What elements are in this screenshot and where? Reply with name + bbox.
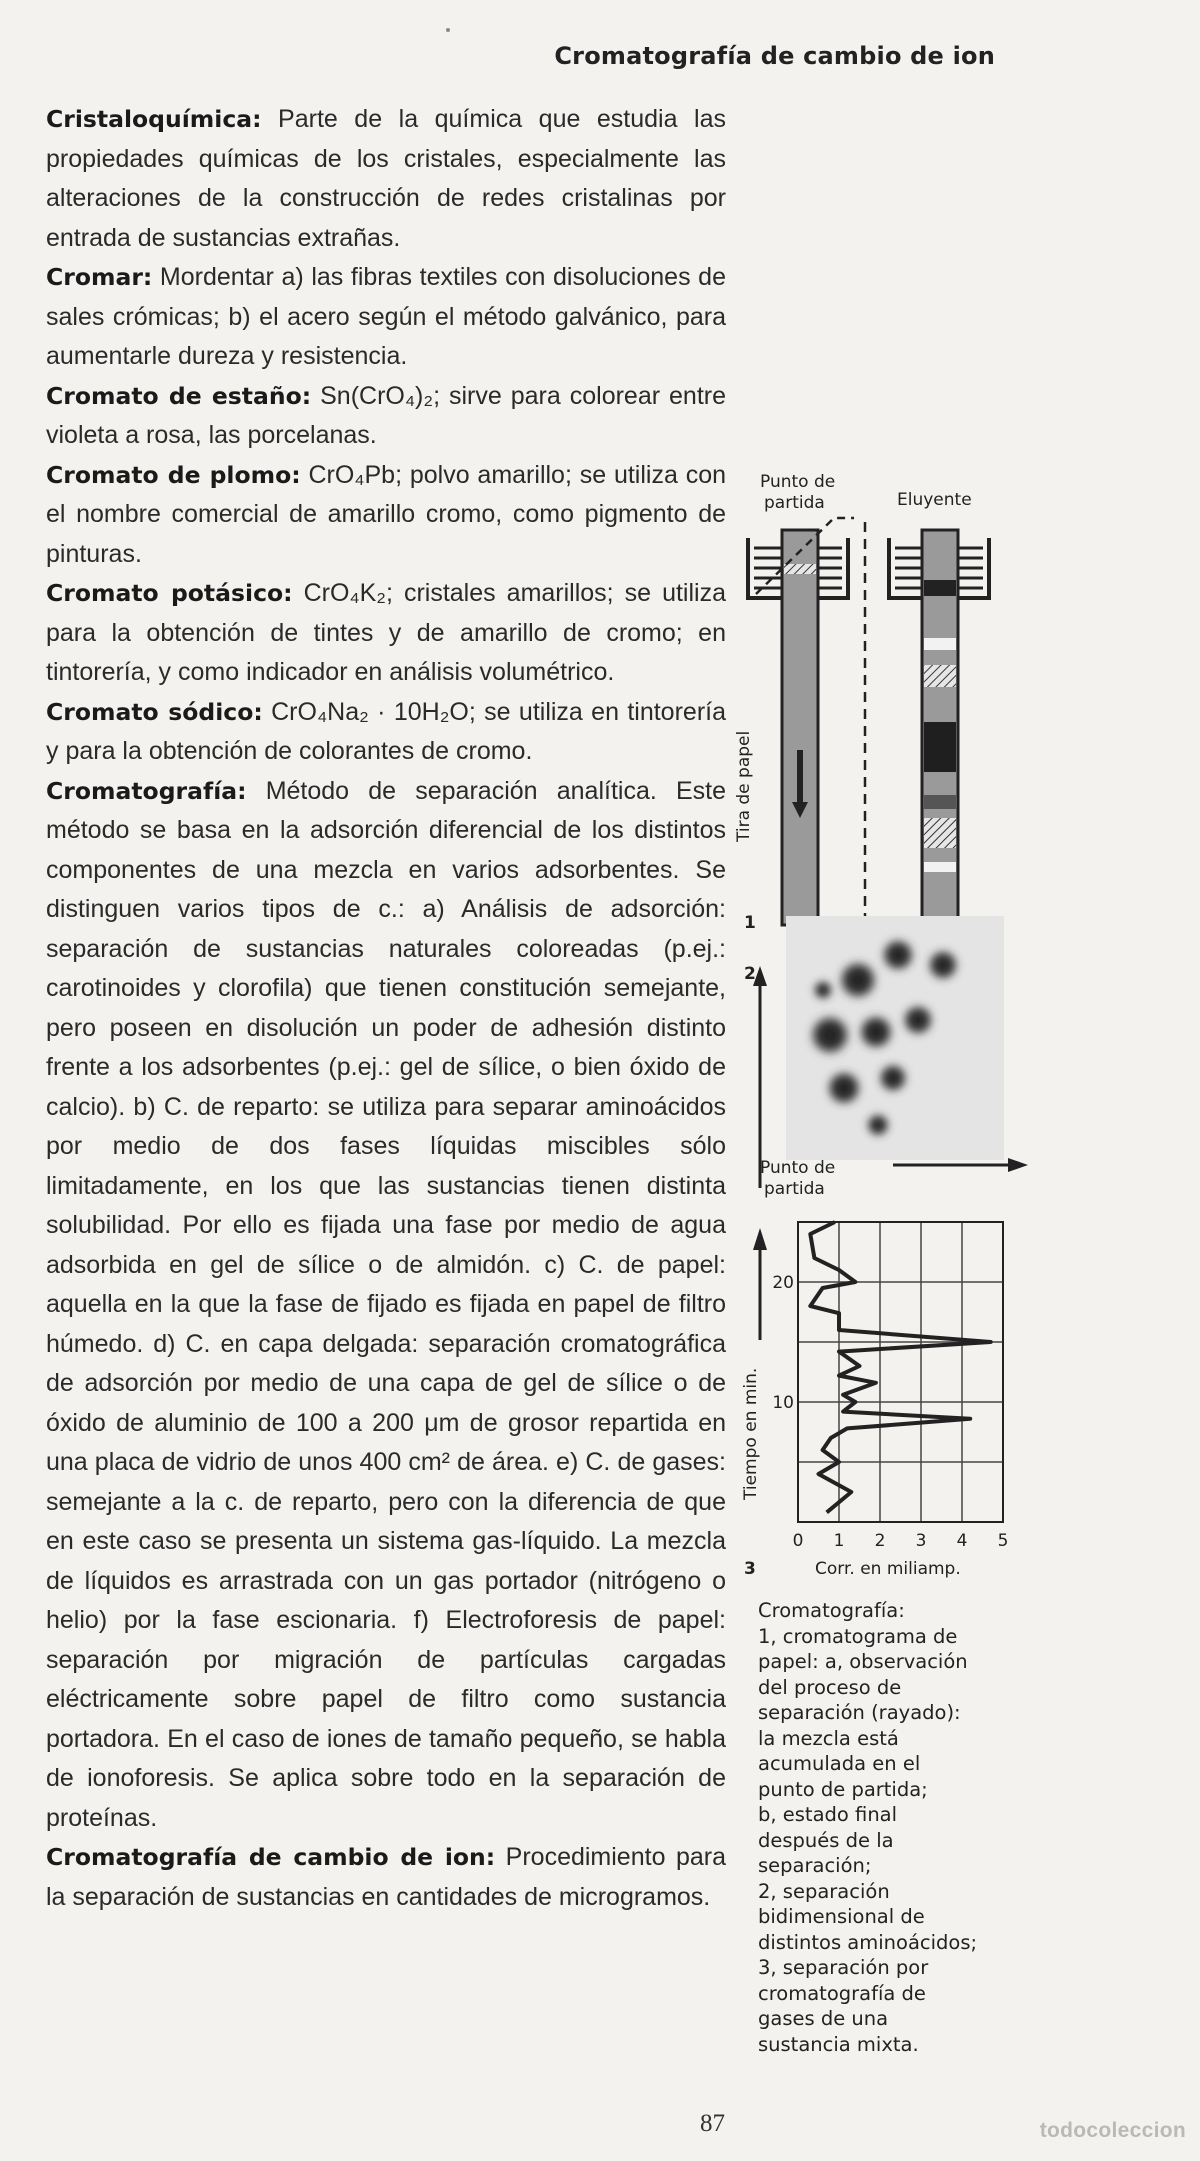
x-tick-label: 0: [792, 1531, 804, 1551]
dictionary-entry: [46, 772, 726, 1839]
entry-definition: Parte de la química que estudia las propiedades químicas de los cristales, especialmente las alteraciones de la construcción de redes cristalinas por entrada de sustancias extrañas.: [46, 105, 726, 252]
fig3-arrow-vertical: [753, 1228, 767, 1340]
watermark-text: todocoleccion: [1039, 2119, 1186, 2142]
caption-line: 2, separación: [758, 1879, 890, 1903]
dictionary-entry: [46, 693, 726, 772]
entry-definition: Método de separación analítica. Este método se basa en la adsorción diferencial de los distintos componentes de una mezcla en varios adsorbentes. Se distinguen varios tipos de c.: a) Análisis de adsorción: separación de sustancias naturales coloreadas (p.ej.: carotinoides y clorofila) que tienen constitución semejante, pero poseen en disolución un poder de adhesión distinto frente a los adsorbentes (p.ej.: gel de sílice, o bien óxido de calcio). b) C. de reparto: se utiliza para separar aminoácidos por medio de dos fases líquidas miscibles sólo limitadamente, en los que las sustancias tienen distinta solubilidad. Por ello es fijada una fase por medio de agua adsorbida en gel de sílice o de almidón. c) C. de papel: aquella en la que la fase de fijado es fijada en papel de filtro húmedo. d) C. en capa delgada: separación cromatográfica de adsorción por medio de una capa de gel de sílice o de óxido de aluminio de 100 a 200 μm de grosor repartida en una placa de vidrio de unos 400 cm² de área. e) C. de gases: semejante a la c. de reparto, pero con la diferencia de que en este caso se presenta un sistema gas-líquido. La mezcla de líquidos es arrastrada con un gas portador (nitrógeno o helio) por la fase escionaria. f) Electroforesis de papel: separación por migración de partículas cargadas eléctricamente sobre papel de filtro como sustancia portadora. En el caso de iones de tamaño pequeño, se habla de ionoforesis. Se aplica sobre todo en la separación de proteínas.: [46, 776, 726, 1832]
caption-line: cromatografía de: [758, 1981, 926, 2005]
fig1-start-label-line2: partida: [764, 493, 825, 513]
entry-term: Cromar:: [46, 263, 153, 291]
entry-term: Cromato de estaño:: [46, 381, 312, 410]
fig2-arrow-vertical: [753, 966, 767, 1188]
entry-definition: CrO₄Pb; polvo amarillo; se utiliza con el nombre comercial de amarillo cromo, como pigmento de pinturas.: [46, 460, 726, 568]
caption-line: separación;: [758, 1854, 872, 1877]
caption-line: la mezcla está: [758, 1726, 899, 1750]
entry-term: Cristaloquímica:: [46, 105, 262, 133]
fig2-arrow-horizontal: [893, 1158, 1028, 1172]
caption-line: b, estado final: [758, 1803, 898, 1826]
caption-line: separación (rayado):: [758, 1701, 961, 1724]
chart-y-label: Tiempo en min.: [741, 1367, 761, 1500]
y-tick-label: 20: [772, 1273, 794, 1293]
caption-line: distintos aminoácidos;: [758, 1930, 978, 1954]
chart-x-label: Corr. en miliamp.: [815, 1559, 961, 1579]
entry-definition: CrO₄Na₂ · 10H₂O; se utiliza en tintorería y para la obtención de colorantes de cromo.: [46, 697, 726, 765]
x-tick-label: 3: [915, 1531, 927, 1551]
x-tick-label: 1: [833, 1531, 845, 1551]
entry-term: Cromato sódico:: [46, 697, 263, 726]
dictionary-entry: [46, 100, 726, 258]
print-speck: [446, 28, 450, 32]
fig2-start-label-line2: partida: [764, 1179, 825, 1199]
fig1-strip-label: Tira de papel: [734, 730, 754, 842]
fig1-tank-a: [748, 518, 865, 930]
caption-line: Cromatografía:: [758, 1599, 905, 1622]
caption-line: 3, separación por: [758, 1956, 929, 1979]
caption-line: acumulada en el: [758, 1752, 921, 1775]
entry-definition: Mordentar a) las fibras textiles con disoluciones de sales crómicas; b) el acero según el método galvánico, para aumentarle dureza y resistencia.: [46, 263, 726, 370]
caption-line: punto de partida;: [758, 1777, 928, 1801]
page-number: 87: [700, 2110, 725, 2137]
dictionary-text-column: [46, 100, 726, 1917]
x-tick-label: 2: [874, 1531, 886, 1551]
entry-definition: Sn(CrO₄)₂; sirve para colorear entre violeta a rosa, las porcelanas.: [46, 381, 726, 449]
x-tick-label: 4: [956, 1531, 968, 1551]
dictionary-entry: [46, 456, 726, 575]
entry-term: Cromatografía:: [46, 776, 247, 805]
entry-definition: CrO₄K₂; cristales amarillos; se utiliza para la obtención de tintes y de amarillo de cromo; en tintorería, y como indicador en análisis volumétrico.: [46, 579, 726, 686]
figure-svg: [734, 460, 1028, 1580]
caption-line: después de la: [758, 1828, 894, 1852]
caption-line: bidimensional de: [758, 1905, 925, 1928]
fig2-start-label-line1: Punto de: [760, 1158, 836, 1178]
caption-line: 1, cromatograma de: [758, 1624, 958, 1648]
chart-x-ticks: [793, 1531, 1009, 1551]
running-head: Cromatografía de cambio de ion: [554, 42, 995, 70]
fig3-gas-chromatogram: [772, 1222, 1008, 1551]
dictionary-entry: [46, 574, 726, 693]
fig1-number: 1: [744, 913, 756, 933]
entry-term: Cromato potásico:: [46, 579, 293, 607]
y-tick-label: 10: [772, 1393, 794, 1413]
fig2-number: 2: [744, 964, 756, 984]
dictionary-entry: [46, 377, 726, 456]
entry-term: Cromato de plomo:: [46, 460, 301, 489]
caption-line: del proceso de: [758, 1675, 902, 1699]
x-tick-label: 5: [997, 1531, 1009, 1551]
chart-y-ticks: [772, 1273, 794, 1413]
fig1-tank-b: [889, 530, 989, 925]
caption-line: sustancia mixta.: [758, 2032, 919, 2056]
dictionary-entry: [46, 1838, 726, 1917]
caption-line: papel: a, observación: [758, 1650, 968, 1673]
figure-caption: [758, 1598, 1008, 2057]
fig1-start-label-line1: Punto de: [760, 472, 836, 492]
chromatography-figure: [734, 460, 1028, 1580]
fig3-number: 3: [744, 1559, 756, 1579]
entry-definition: Procedimiento para la separación de sustancias en cantidades de microgramos.: [46, 1843, 726, 1911]
dictionary-entry: [46, 258, 726, 377]
chart-series-line: [810, 1222, 990, 1512]
entry-term: Cromatografía de cambio de ion:: [46, 1843, 496, 1871]
caption-line: gases de una: [758, 2007, 889, 2030]
fig1-eluent-label: Eluyente: [897, 490, 972, 510]
